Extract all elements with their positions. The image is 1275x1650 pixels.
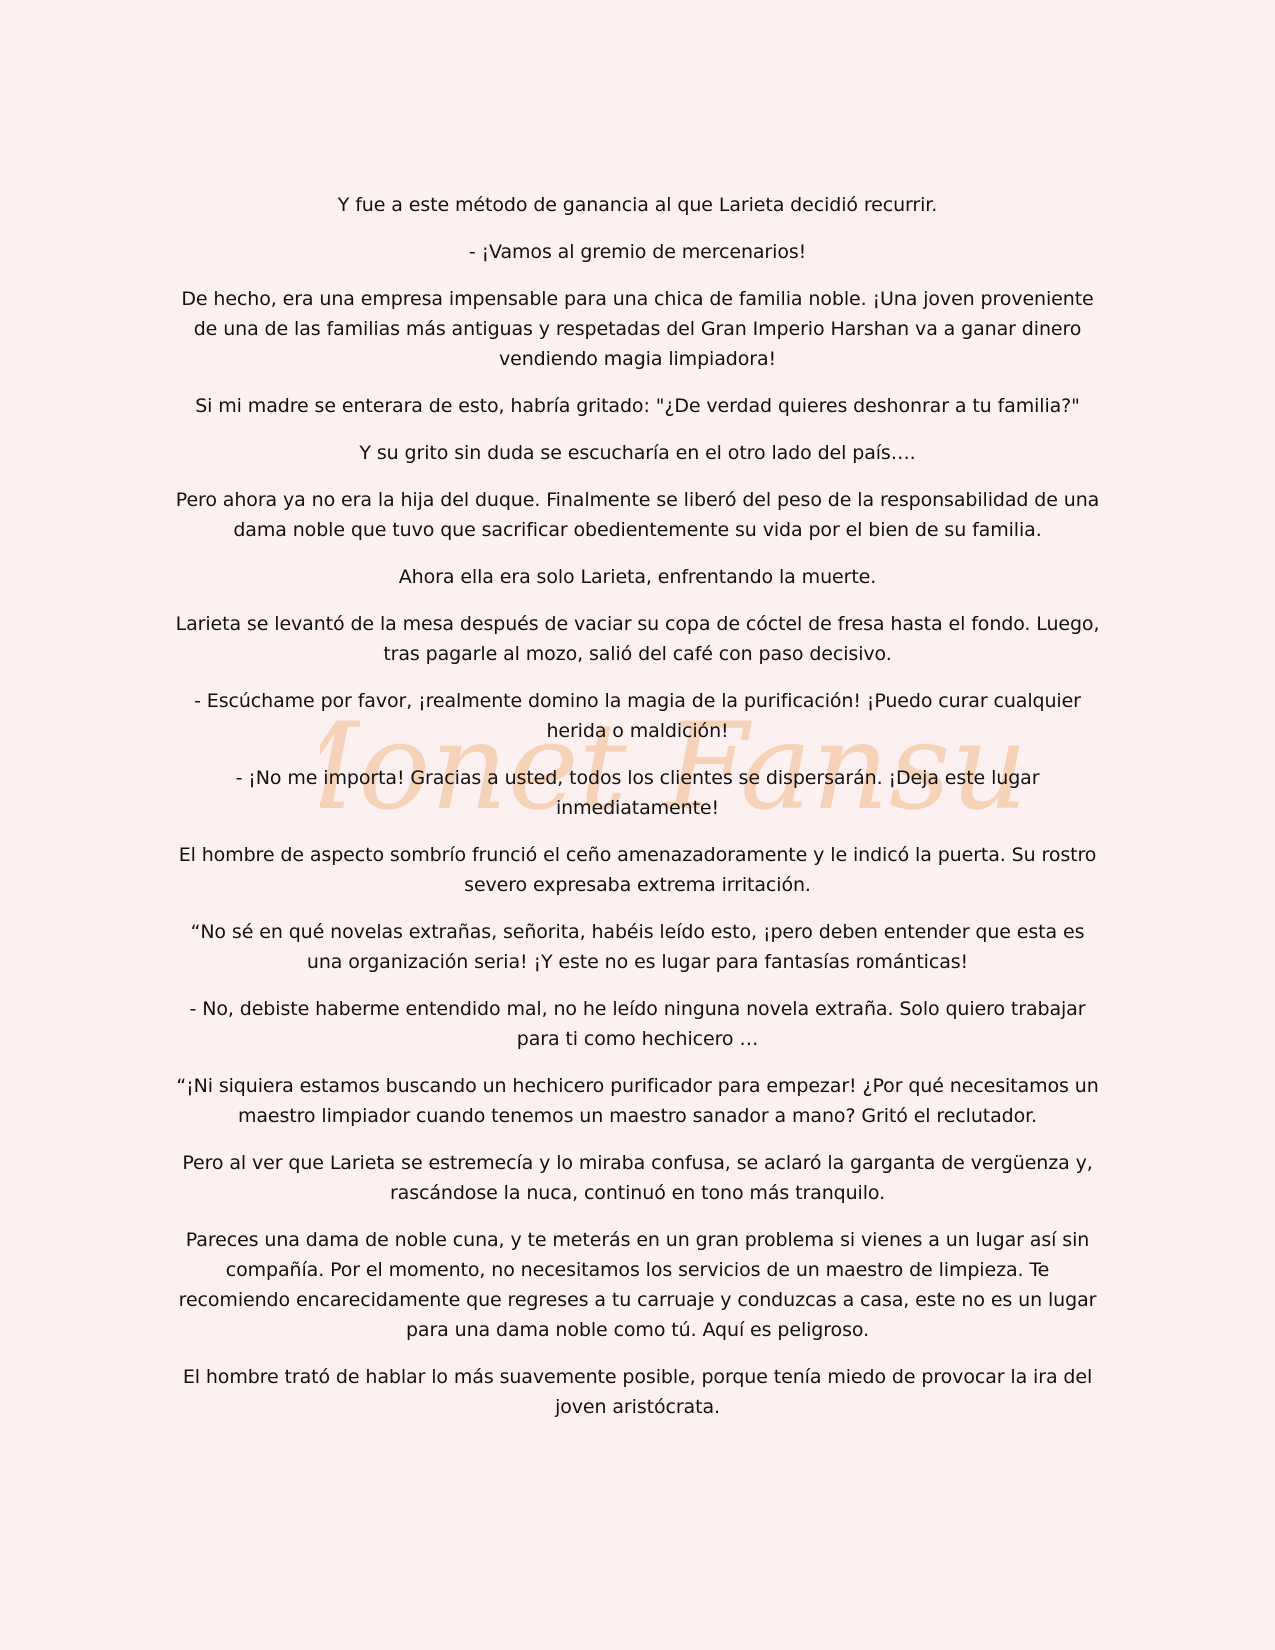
paragraph: Pero ahora ya no era la hija del duque. Finalmente se liberó del peso de la responsabilidad de una dama noble que tuvo que sacrificar obedientemente su vida por el bien de su familia. — [175, 489, 1100, 541]
paragraph: Y su grito sin duda se escucharía en el otro lado del país…. — [359, 442, 916, 464]
paragraph: El hombre trató de hablar lo más suavemente posible, porque tenía miedo de provocar la ira del joven aristócrata. — [182, 1366, 1093, 1418]
paragraph: Ahora ella era solo Larieta, enfrentando la muerte. — [398, 566, 877, 588]
text-column — [170, 190, 1105, 1439]
paragraph: De hecho, era una empresa impensable para una chica de familia noble. ¡Una joven proveniente de una de las familias más antiguas y respetadas del Gran Imperio Harshan va a ganar dinero vendiendo magia limpiadora! — [181, 288, 1094, 370]
watermark-text: onet Fans — [358, 698, 951, 837]
paragraph: Si mi madre se enterara de esto, habría gritado: "¿De verdad quieres deshonrar a tu familia?" — [195, 395, 1080, 417]
paragraph: Pareces una dama de noble cuna, y te meterás en un gran problema si vienes a un lugar así sin compañía. Por el momento, no necesitamos los servicios de un maestro de limpieza. Te recomiendo encarecidamente que regreses a tu carruaje y conduzcas a casa, este no es un lugar para una dama noble como tú. Aquí es peligroso. — [178, 1229, 1097, 1341]
paragraph: - Escúchame por favor, ¡realmente domino la magia de la purificación! ¡Puedo curar cualquier herida o maldición! — [194, 690, 1081, 742]
paragraph: “¡Ni siquiera estamos buscando un hechicero purificador para empezar! ¿Por qué necesitamos un maestro limpiador cuando tenemos un maestro sanador a mano? Gritó el reclutador. — [176, 1075, 1099, 1127]
paragraph: - No, debiste haberme entendido mal, no he leído ninguna novela extraña. Solo quiero trabajar para ti como hechicero … — [189, 998, 1086, 1050]
paragraph: “No sé en qué novelas extrañas, señorita, habéis leído esto, ¡pero deben entender que esta es una organización seria! ¡Y este no es lugar para fantasías románticas! — [190, 921, 1085, 973]
paragraph: - ¡Vamos al gremio de mercenarios! — [468, 241, 807, 263]
paragraph: Pero al ver que Larieta se estremecía y lo miraba confusa, se aclaró la garganta de vergüenza y, rascándose la nuca, continuó en tono más tranquilo. — [182, 1152, 1093, 1204]
paragraph: El hombre de aspecto sombrío frunció el ceño amenazadoramente y le indicó la puerta. Su rostro severo expresaba extrema irritación. — [178, 844, 1097, 896]
paragraph: Y fue a este método de ganancia al que Larieta decidió recurrir. — [337, 194, 938, 216]
paragraph: Larieta se levantó de la mesa después de vaciar su copa de cóctel de fresa hasta el fondo. Luego, tras pagarle al mozo, salió del café con paso decisivo. — [175, 613, 1100, 665]
paragraph: - ¡No me importa! Gracias a usted, todos los clientes se dispersarán. ¡Deja este lugar inmediatamente! — [235, 767, 1040, 819]
